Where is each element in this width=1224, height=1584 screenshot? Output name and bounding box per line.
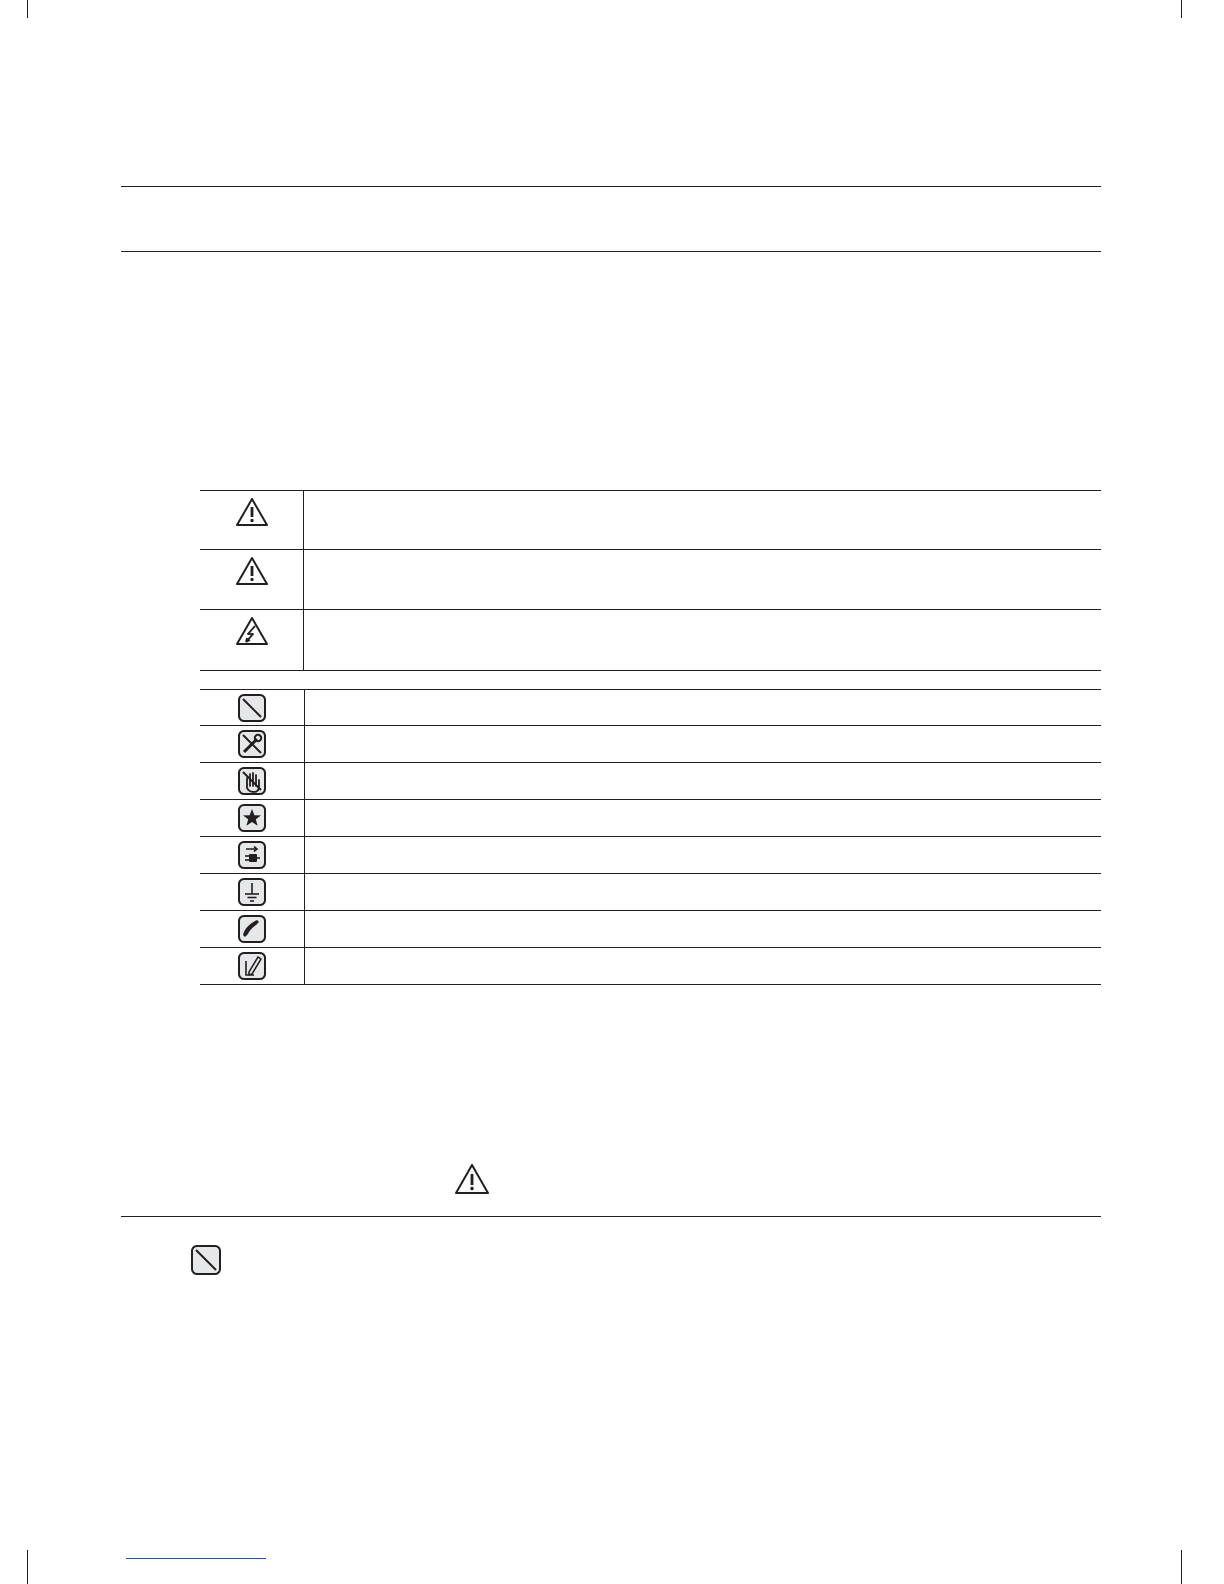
section-rule [121, 1216, 1101, 1217]
table-row [200, 948, 1101, 985]
header-rule-bottom [121, 251, 1101, 252]
crop-mark-bottom-left [27, 1550, 28, 1584]
crop-mark-bottom-right [1181, 1550, 1182, 1584]
icon-cell [200, 690, 305, 725]
icon-cell [200, 800, 305, 836]
warning-triangle-icon [454, 1163, 490, 1195]
follow-directions-icon [237, 803, 267, 833]
icon-cell [200, 491, 304, 549]
icon-cell [200, 837, 305, 873]
table-row [200, 610, 1101, 671]
icon-cell [200, 948, 305, 984]
unplug-icon [237, 840, 267, 870]
table-row [200, 874, 1101, 911]
table-row [200, 726, 1101, 763]
do-not-attempt-icon [190, 1244, 222, 1276]
table-row [200, 689, 1101, 726]
electric-shock-icon [235, 616, 269, 646]
icon-cell [200, 911, 305, 947]
crop-mark-top-left [27, 0, 28, 18]
table-row [200, 763, 1101, 800]
warning-triangle-icon [235, 497, 269, 527]
ground-icon [237, 877, 267, 907]
icon-cell [200, 874, 305, 910]
icon-cell [200, 610, 304, 670]
icon-cell [200, 726, 305, 762]
instruction-symbols-table [200, 689, 1101, 985]
do-not-touch-icon [237, 766, 267, 796]
table-row [200, 911, 1101, 948]
note-icon [237, 951, 267, 981]
table-row [200, 550, 1101, 610]
footer-link-underline[interactable] [126, 1558, 266, 1559]
hazard-symbols-table [200, 490, 1101, 671]
table-row [200, 837, 1101, 874]
contact-service-icon [237, 914, 267, 944]
table-row [200, 800, 1101, 837]
crop-mark-top-right [1181, 0, 1182, 18]
table-row [200, 490, 1101, 550]
caution-triangle-icon [235, 556, 269, 586]
icon-cell [200, 763, 305, 799]
header-rule-top [121, 186, 1101, 187]
do-not-disassemble-icon [237, 729, 267, 759]
do-not-attempt-icon [237, 693, 267, 723]
icon-cell [200, 550, 304, 609]
